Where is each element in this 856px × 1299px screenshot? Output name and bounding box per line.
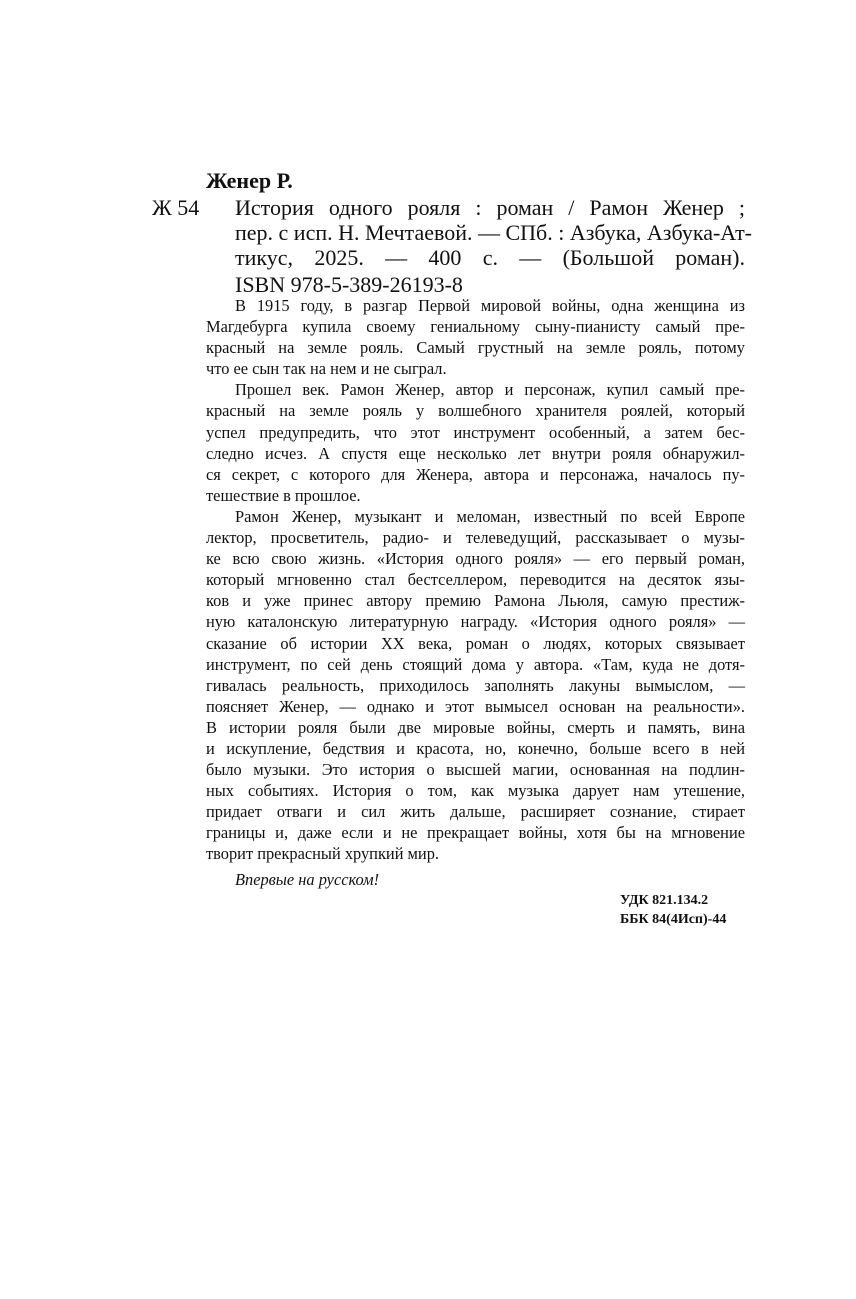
- annotation-line: границы и, даже если и не прекращает войны, хотя бы на мгновение: [206, 823, 745, 843]
- annotation-line: инструмент, по сей день стоящий дома у автора. «Там, куда не дотя-: [206, 654, 745, 674]
- annotation-line: гивалась реальность, приходилось заполнять лакуны вымыслом, —: [206, 675, 745, 695]
- annotation-line: следно исчез. А спустя еще несколько лет внутри рояля обнаружил-: [206, 443, 745, 463]
- annotation-line: ке всю свою жизнь. «История одного рояля» — его первый роман,: [206, 549, 745, 569]
- annotation-line: ков и уже принес автору премию Рамона Льюля, самую престиж-: [206, 591, 745, 611]
- annotation-line: тешествие в прошлое.: [206, 485, 361, 505]
- annotation-line: ся секрет, с которого для Женера, автора и персонажа, началось пу-: [206, 464, 745, 484]
- catalog-code: Ж 54: [152, 195, 200, 220]
- annotation-line: ную каталонскую литературную награду. «История одного рояля» —: [206, 612, 745, 632]
- udk-code: УДК 821.134.2: [620, 893, 709, 908]
- bibliographic-line: пер. с исп. Н. Мечтаевой. — СПб. : Азбука, Азбука-Ат-: [235, 220, 753, 245]
- bibliographic-description: [235, 195, 753, 270]
- annotation-line: который мгновенно стал бестселлером, переводится на десяток язы-: [206, 570, 745, 590]
- annotation-line: придает отваги и сил жить дальше, расширяет сознание, стирает: [206, 802, 745, 822]
- bibliographic-line: тикус, 2025. — 400 с. — (Большой роман).: [235, 245, 745, 270]
- classification-codes: [620, 891, 726, 929]
- annotation-line: ных событиях. История о том, как музыка дарует нам утешение,: [206, 781, 745, 801]
- annotation-line: поясняет Женер, — однако и этот вымысел основан на реальности».: [206, 696, 745, 716]
- annotation-line: Рамон Женер, музыкант и меломан, известный по всей Европе: [235, 506, 745, 526]
- annotation-line: В 1915 году, в разгар Первой мировой войны, одна женщина из: [235, 296, 745, 315]
- bbk-code: ББК 84(4Исп)-44: [620, 912, 727, 927]
- isbn: ISBN 978-5-389-26193-8: [235, 272, 463, 297]
- annotation-line: и искупление, бедствия и красота, но, конечно, больше всего в ней: [206, 738, 745, 758]
- annotation-line: сказание об истории XX века, роман о людях, которых связывает: [206, 633, 745, 653]
- annotation: [206, 295, 745, 865]
- annotation-line: что ее сын так на нем и не сыграл.: [206, 359, 447, 379]
- author-heading: Женер Р.: [206, 168, 293, 193]
- first-in-russian-note: Впервые на русском!: [235, 870, 380, 889]
- bibliographic-line: История одного рояля : роман / Рамон Женер ;: [235, 195, 745, 220]
- annotation-line: успел предупредить, что этот инструмент особенный, а затем бес-: [206, 422, 745, 442]
- annotation-line: творит прекрасный хрупкий мир.: [206, 844, 439, 864]
- annotation-line: красный на земле рояль у волшебного хранителя роялей, который: [206, 401, 745, 421]
- annotation-line: лектор, просветитель, радио- и телеведущий, рассказывает о музы-: [206, 528, 745, 548]
- annotation-line: Магдебурга купила своему гениальному сыну-пианисту самый пре-: [206, 317, 745, 337]
- annotation-line: В истории рояля были две мировые войны, смерть и память, вина: [206, 717, 745, 737]
- annotation-line: Прошел век. Рамон Женер, автор и персонаж, купил самый пре-: [235, 380, 745, 400]
- annotation-line: было музыки. Это история о высшей магии, основанная на подлин-: [206, 760, 745, 780]
- annotation-line: красный на земле рояль. Самый грустный на земле рояль, потому: [206, 338, 745, 358]
